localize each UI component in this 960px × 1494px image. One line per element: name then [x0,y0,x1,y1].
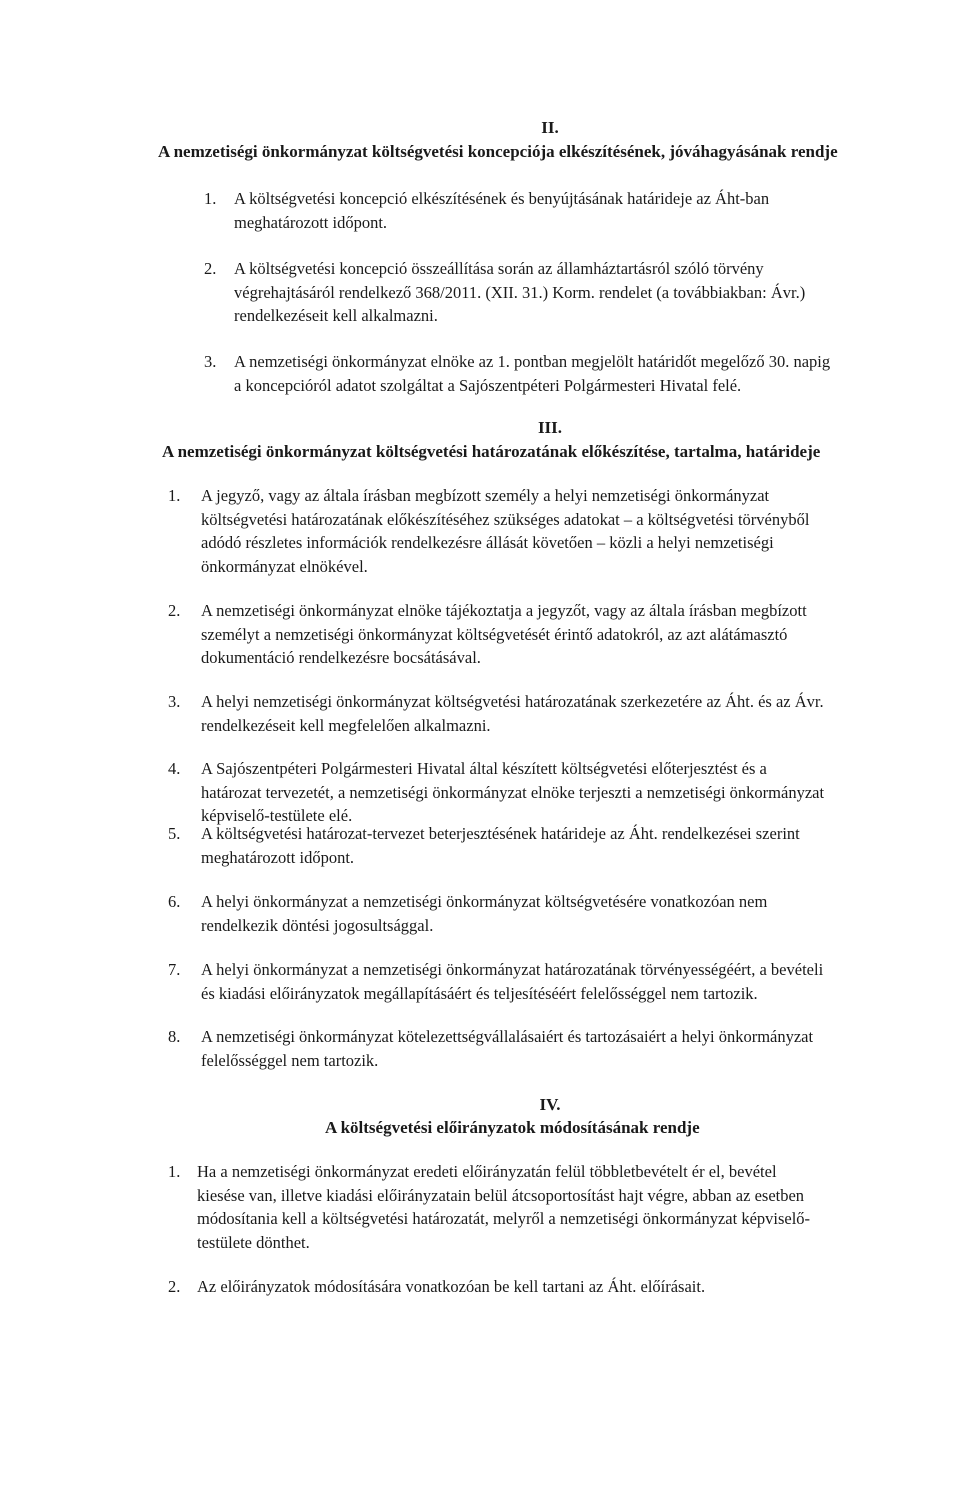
text-line: testülete dönthet. [197,1232,310,1252]
item-number: 3. [168,692,181,711]
item-text [201,690,956,737]
text-line: A jegyző, vagy az általa írásban megbízott személy a helyi nemzetiségi önkormányzat [201,486,770,505]
text-line: meghatározott időpont. [201,847,355,867]
item-number: 1. [204,189,217,208]
text-line: felelősséggel nem tartozik. [201,1050,379,1070]
item-number: 3. [204,352,217,371]
item-number: 1. [168,486,181,505]
section-ii-title: A nemzetiségi önkormányzat költségvetési koncepciója elkészítésének, jóváhagyásának rendje [158,142,838,161]
item-text [197,1275,956,1299]
item-number: 1. [168,1162,181,1181]
item-text [201,822,956,869]
text-line: rendelkezik döntési jogosultsággal. [201,915,434,935]
text-line: A helyi nemzetiségi önkormányzat költségvetési határozatának szerkezetére az Áht. és az Ávr. [201,692,824,711]
text-line: önkormányzat elnökével. [201,556,368,576]
section-ii-number: II. [541,118,559,137]
text-line: személyt a nemzetiségi önkormányzat költségvetését érintő adatokról, az azt alátámasztó [201,624,788,644]
text-line: A helyi önkormányzat a nemzetiségi önkormányzat határozatának törvényességéért, a bevételi [201,960,824,979]
item-number: 2. [168,601,181,620]
item-text [201,599,956,670]
item-number: 2. [168,1277,181,1296]
text-line: és kiadási előirányzatok megállapításáért és teljesítéséért felelősséggel nem tartozik. [201,983,758,1003]
text-line: A költségvetési koncepció elkészítésének és benyújtásának határideje az Áht-ban [234,189,770,208]
item-number: 7. [168,960,181,979]
text-line: rendelkezéseit kell megfelelően alkalmazni. [201,715,491,735]
item-text [234,257,958,328]
text-line: határozat tervezetét, a nemzetiségi önkormányzat elnöke terjeszti a nemzetiségi önkormányzat [201,782,825,802]
text-line: A költségvetési koncepció összeállítása során az államháztartásról szóló törvény [234,259,764,278]
text-line: képviselő-testülete elé. [201,806,353,825]
text-line: adódó részletes információk rendelkezésre állását követően – közli a helyi nemzetiségi [201,533,774,552]
item-text [201,1025,956,1072]
item-number: 6. [168,892,181,911]
item-text [234,350,958,397]
text-line: A költségvetési határozat-tervezet beterjesztésének határideje az Áht. rendelkezései szerint [201,824,800,843]
text-line: dokumentáció rendelkezésre bocsátásával. [201,648,481,667]
text-line: kiesése van, illetve kiadási előirányzatain belül átcsoportosítást hajt végre, abban az esetben [197,1185,805,1205]
text-line: Az előirányzatok módosítására vonatkozóan be kell tartani az Áht. előírásait. [197,1277,706,1296]
text-line: A Sajószentpéteri Polgármesteri Hivatal által készített költségvetési előterjesztést és a [201,759,767,778]
item-number: 4. [168,759,181,778]
item-text [234,187,956,234]
text-line: a koncepcióról adatot szolgáltat a Sajószentpéteri Polgármesteri Hivatal felé. [234,375,742,395]
text-line: A nemzetiségi önkormányzat elnöke az 1. pontban megjelölt határidőt megelőző 30. napig [234,352,831,371]
section-iv-title: A költségvetési előirányzatok módosításának rendje [325,1118,700,1137]
item-text [201,890,956,937]
text-line: módosítania kell a költségvetési határozatát, melyről a nemzetiségi önkormányzat képviselő- [197,1209,811,1228]
text-line: A nemzetiségi önkormányzat kötelezettségvállalásaiért és tartozásaiért a helyi önkormányzat [201,1027,814,1046]
text-line: A nemzetiségi önkormányzat elnöke tájékoztatja a jegyzőt, vagy az általa írásban megbízott [201,601,807,620]
text-line: meghatározott időpont. [234,212,388,232]
section-iv-number: IV. [539,1095,561,1114]
text-line: végrehajtásáról rendelkező 368/2011. (XII. 31.) Korm. rendelet (a továbbiakban: Ávr.) [234,282,806,302]
section-iii-number: III. [537,418,563,437]
text-line: költségvetési határozatának előkészítéséhez szükséges adatokat – a költségvetési törvényből [201,509,810,529]
text-line: A helyi önkormányzat a nemzetiségi önkormányzat költségvetésére vonatkozóan nem [201,892,768,911]
item-text [201,958,956,1005]
text-line: rendelkezéseit kell alkalmazni. [234,306,438,325]
section-iii-title: A nemzetiségi önkormányzat költségvetési határozatának előkészítése, tartalma, határideje [162,442,821,461]
text-line: Ha a nemzetiségi önkormányzat eredeti előirányzatán felül többletbevételt ér el, bevétel [197,1162,777,1181]
item-number: 8. [168,1027,181,1046]
item-number: 2. [204,259,217,278]
item-text [197,1160,956,1254]
item-text [201,757,956,828]
item-number: 5. [168,824,181,843]
item-text [201,484,956,578]
